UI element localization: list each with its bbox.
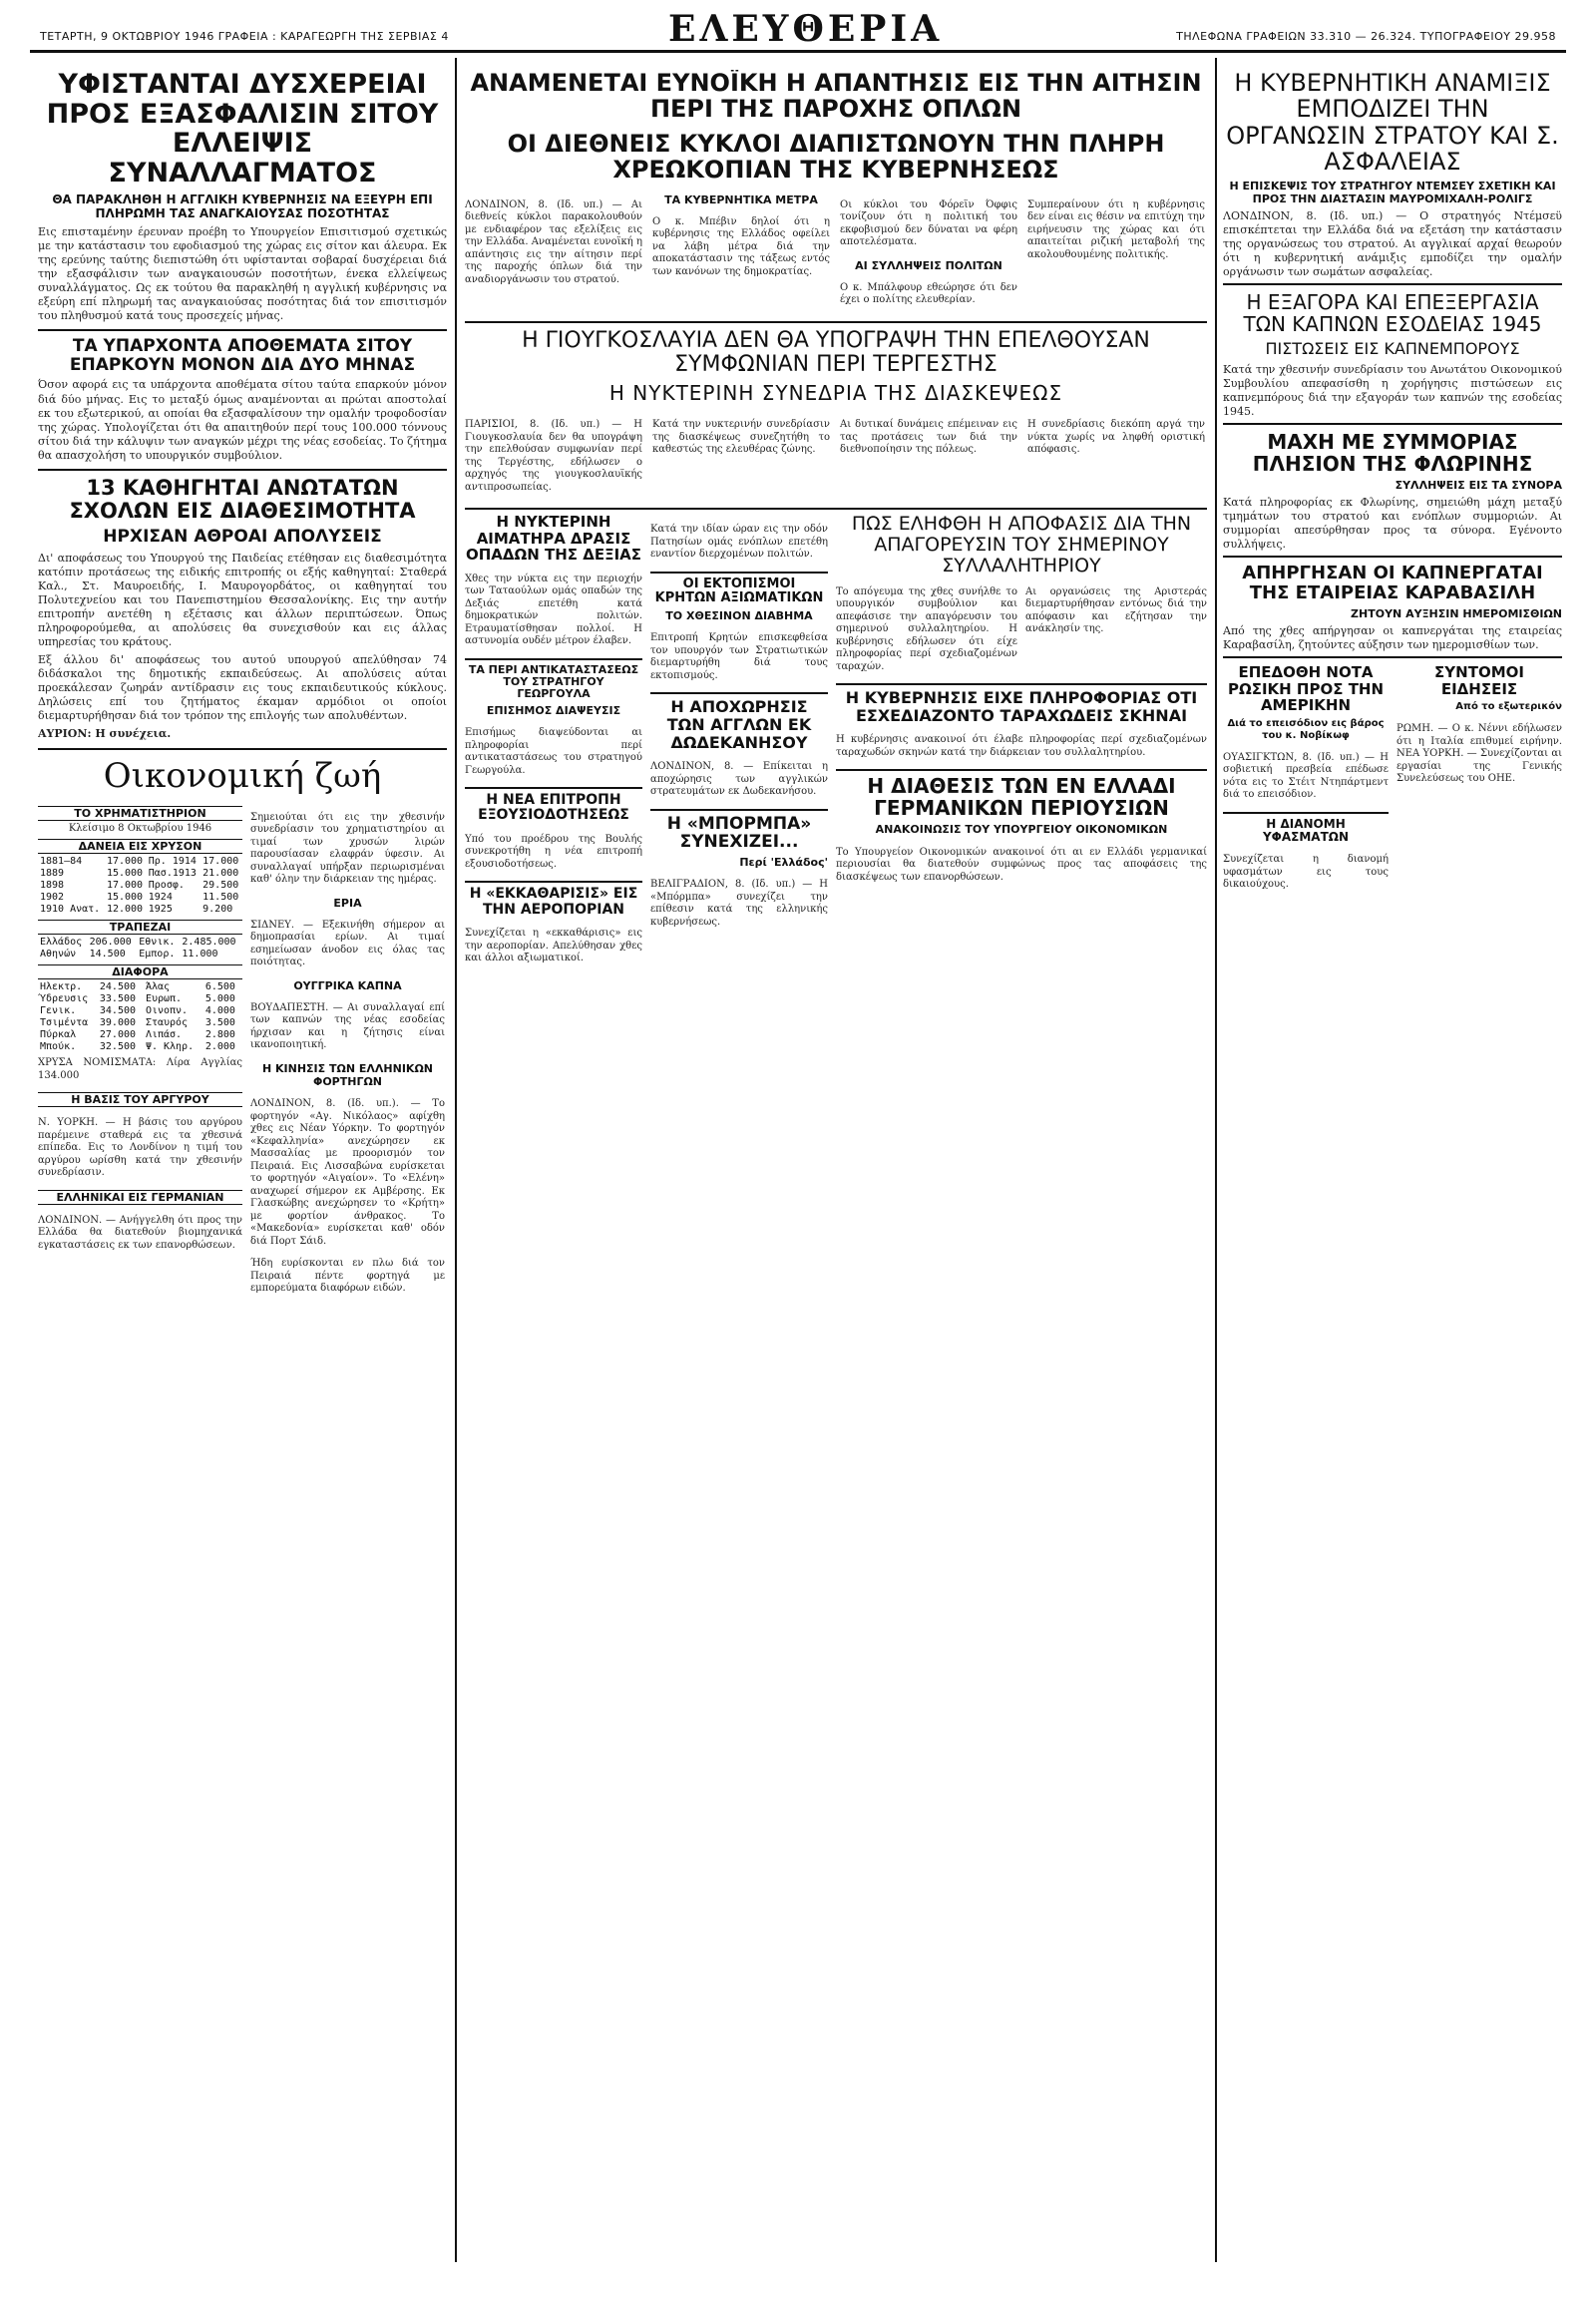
table-row: Ηλεκτρ. 24.500 Άλας 6.500 [40, 981, 235, 993]
article-body: Κατά πληροφορίας εκ Φλωρίνης, σημειώθη μάχη μεταξύ τμημάτων του στρατού και ενόπλων συμμοριών. Αι συμμορίαι απεσύρθησαν προς τα σύνορα. Εγένοντο συλλήψεις. [1223, 496, 1562, 552]
headline-exiles: ΟΙ ΕΚΤΟΠΙΣΜΟΙ ΚΡΗΤΩΝ ΑΞΙΩΜΑΤΙΚΩΝ [654, 576, 824, 605]
table-row: Πύρκαλ 27.000 Λιπάσ. 2.800 [40, 1029, 235, 1041]
headline-arms: ΑΝΑΜΕΝΕΤΑΙ ΕΥΝΟΪΚΗ Η ΑΠΑΝΤΗΣΙΣ ΕΙΣ ΤΗΝ ΑΙΤΗΣΙΝ ΠΕΡΙ ΤΗΣ ΠΑΡΟΧΗΣ ΟΠΛΩΝ [470, 70, 1202, 124]
table-row: 1910 Ανατ. 12.000 1925 9.200 [40, 904, 233, 916]
article-body: Επισήμως διαψεύδονται αι πληροφορίαι περί αντικαταστάσεως του στρατηγού Γεωργούλα. [465, 727, 642, 776]
center-column [465, 70, 1207, 2264]
masthead-date-address: ΤΕΤΑΡΤΗ, 9 ΟΚΤΩΒΡΙΟΥ 1946 ΓΡΑΦΕΙΑ : ΚΑΡΑΓΕΩΡΓΗ ΤΗΣ ΣΕΡΒΙΑΣ 4 [40, 30, 449, 43]
article-body: Επιτροπή Κρητών επισκεφθείσα τον υπουργόν των Στρατιωτικών διεμαρτυρήθη διά τους εκτοπισμούς. [650, 632, 828, 681]
table-row: Τσιμέντα 39.000 Σταυρός 3.500 [40, 1017, 235, 1029]
banks-table [38, 937, 242, 961]
article-body: Αι οργανώσεις της Αριστεράς διεμαρτυρήθησαν εντόνως διά την απόφασιν και εζήτησαν την ανάκλησίν της. [1025, 585, 1207, 635]
headline-wheat-supply: ΥΦΙΣΤΑΝΤΑΙ ΔΥΣΧΕΡΕΙΑΙ ΠΡΟΣ ΕΞΑΣΦΑΛΙΣΙΝ ΣΙΤΟΥ ΕΛΛΕΙΨΙΣ ΣΥΝΑΛΛΑΓΜΑΤΟΣ [46, 70, 439, 190]
subheadline-arrests: ΑΙ ΣΥΛΛΗΨΕΙΣ ΠΟΛΙΤΩΝ [855, 258, 1002, 272]
section-title-economy: Οικονομική ζωή [103, 755, 382, 796]
subheadline-border: ΣΥΛΛΗΨΕΙΣ ΕΙΣ ΤΑ ΣΥΝΟΡΑ [1395, 478, 1562, 492]
german-body: ΛΟΝΔΙΝΟΝ. — Ανήγγελθη ότι προς την Ελλάδα θα διατεθούν βιομηχανικά εγκαταστάσεις εκ των επανορθώσεων. [38, 1214, 242, 1251]
headline-professors: 13 ΚΑΘΗΓΗΤΑΙ ΑΝΩΤΑΤΩΝ ΣΧΟΛΩΝ ΕΙΣ ΔΙΑΘΕΣΙΜΟΤΗΤΑ [69, 475, 416, 524]
article-body: Η κυβέρνησις ανακοινοί ότι έλαβε πληροφορίας περί σχεδιαζομένων ταραχωδών σκηνών κατά την διάρκειαν του συλλαλητηρίου. [836, 734, 1207, 758]
subheadline-denial: ΕΠΙΣΗΜΟΣ ΔΙΑΨΕΥΣΙΣ [486, 703, 621, 717]
article-body: ΡΩΜΗ. — Ο κ. Νέννι εδήλωσεν ότι η Ιταλία επιθυμεί ειρήνην. ΝΕΑ ΥΟΡΚΗ. — Συνεχίζονται αι εργασίαι της Γενικής Συνελεύσεως του ΟΗΕ. [1396, 723, 1562, 785]
subheadline: Η ΚΙΝΗΣΙΣ ΤΩΝ ΕΛΛΗΝΙΚΩΝ ΦΟΡΤΗΓΩΝ [261, 1061, 434, 1089]
column-rule [455, 58, 457, 2262]
article-body: Κατά την χθεσινήν συνεδρίασιν του Ανωτάτου Οικονομικού Συμβουλίου απεφασίσθη η χορήγησις πιστώσεων εις καπνεμπόρους διά την εξαγοράν των καπνών της εσοδείας 1945. [1223, 362, 1562, 418]
newspaper-page [30, 10, 1566, 2274]
article-body: Από της χθες απήργησαν οι καπνεργάται της εταιρείας Καραβασίλη, ζητούντες αύξησιν των ημερομισθίων των. [1223, 624, 1562, 652]
subheadline-govt-measures: ΤΑ ΚΥΒΕΡΝΗΤΙΚΑ ΜΕΤΡΑ [664, 192, 818, 206]
article-body: Οι κύκλοι του Φόρεϊν Όφφις τονίζουν ότι η πολιτική του εκφοβισμού δεν δύναται να φέρη αποτελέσματα. [840, 198, 1017, 248]
headline-fabric: Η ΔΙΑΝΟΜΗ ΥΦΑΣΜΑΤΩΝ [1262, 816, 1350, 844]
table-row: 1902 15.000 1924 11.500 [40, 892, 239, 904]
subheadline-greece: Περί 'Ελλάδος' [739, 856, 828, 870]
headline-strike: ΑΠΗΡΓΗΣΑΝ ΟΙ ΚΑΠΝΕΡΓΑΤΑΙ ΤΗΣ ΕΤΑΙΡΕΙΑΣ ΚΑΡΑΒΑΣΙΛΗ [1242, 563, 1543, 604]
article-body: Η συνεδρίασις διεκόπη αργά την νύκτα χωρίς να ληφθή οριστική απόφασις. [1027, 419, 1205, 456]
subheadline-british-govt: ΘΑ ΠΑΡΑΚΛΗΘΗ Η ΑΓΓΛΙΚΗ ΚΥΒΕΡΝΗΣΙΣ ΝΑ ΕΞΕΥΡΗ ΕΠΙ ΠΛΗΡΩΜΗ ΤΑΣ ΑΝΑΓΚΑΙΟΥΣΑΣ ΠΟΣΟΤΗΤΑΣ [52, 192, 433, 221]
article-body: ΛΟΝΔΙΝΟΝ, 8. (Ιδ. υπ.) — Αι διεθνείς κύκλοι παρακολουθούν με ενδιαφέρον τας εξελίξεις εις την Ελλάδα. Αναμένεται ευνοϊκή η απάντησις εις την αίτησιν περί της παροχής όπλων διά την αναδιοργάνωσιν του στρατού. [465, 198, 643, 285]
article-body: Υπό του προέδρου της Βουλής συνεκροτήθη η νέα επιτροπή εξουσιοδοτήσεως. [465, 833, 642, 870]
continued-notice: ΑΥΡΙΟΝ: Η συνέχεια. [38, 727, 172, 741]
article-body: Συνεχίζεται η διανομή υφασμάτων εις τους δικαιούχους. [1223, 854, 1389, 891]
silver-title: Η ΒΑΣΙΣ ΤΟΥ ΑΡΓΥΡΟΥ [38, 1092, 242, 1107]
article-body: Συνεχίζεται η «εκκαθάρισις» εις την αεροπορίαν. Απελύθησαν χθες και άλλοι αξιωματικοί. [465, 928, 642, 964]
article-body: Δι' αποφάσεως του Υπουργού της Παιδείας ετέθησαν εις διαθεσιμότητα κατόπιν προτάσεως της ειδικής επιτροπής οι εξής καθηγηταί: Σταθερά Καλ., Στ. Μαυροειδής, Ι. Μαυρογορδάτος, οι καθηγηταί του Πολυτεχνείου και του Πανεπιστημίου Θεσσαλονίκης. Εις την αυτήν επιτροπήν ανετέθη η εξέτασις και άλλων περιπτώσεων. Όπως πληροφορούμεθα, αι απολύσεις θα συνεχισθούν και εις άλλας υπηρεσίας του κράτους. [38, 551, 447, 648]
article-body: ΠΑΡΙΣΙΟΙ, 8. (Ιδ. υπ.) — Η Γιουγκοσλαυία δεν θα υπογράψη την επελθούσαν συμφωνίαν περί της Τεργέστης, εδήλωσεν ο αρχηγός της γιουγκοσλαυϊκής αντιπροσωπείας. [465, 419, 643, 493]
subheadline-wages: ΖΗΤΟΥΝ ΑΥΞΗΣΙΝ ΗΜΕΡΟΜΙΣΘΙΩΝ [1351, 606, 1562, 620]
subheadline-demarche: ΤΟ ΧΘΕΣΙΝΟΝ ΔΙΑΒΗΜΑ [665, 609, 813, 623]
subheadline-novikov: Διά το επεισόδιον εις βάρος του κ. Νοβίκωφ [1227, 717, 1385, 741]
headline-yugoslavia: Η ΓΙΟΥΓΚΟΣΛΑΥΙΑ ΔΕΝ ΘΑ ΥΠΟΓΡΑΨΗ ΤΗΝ ΕΠΕΛΘΟΥΣΑΝ ΣΥΜΦΩΝΙΑΝ ΠΕΡΙ ΤΕΡΓΕΣΤΗΣ [522, 327, 1150, 377]
article-body: Εις επισταμένην έρευναν προέβη το Υπουργείον Επισιτισμού σχετικώς με την κατάστασιν του εφοδιασμού της χώρας εις σίτον και άλευρα. Εκ της ερεύνης ταύτης διεπιστώθη ότι υφίστανται σοβαραί δυσχέρειαι διά την εξασφάλισιν των αναγκαιουσών ποσοτήτων, ένεκα ελλείψεως συναλλάγματος. Ως εκ τούτου θα παρακληθή η αγγλική κυβέρνησις να εξεύρη επί πληρωμή τας αναγκαιούσας ποσότητας διά τον επισιτισμόν του πληθυσμού κατά τους προσεχείς μήνας. [38, 224, 447, 322]
masthead-phones: ΤΗΛΕΦΩΝΑ ΓΡΑΦΕΙΩΝ 33.310 — 26.324. ΤΥΠΟΓΡΑΦΕΙΟΥ 29.958 [1176, 30, 1556, 43]
article-body: ΛΟΝΔΙΝΟΝ, 8. (Ιδ. υπ.) — Ο στρατηγός Ντέμσεϋ επισκέπτεται την Ελλάδα διά να εξετάση την κατάστασιν της οργανώσεως του στρατού. Αι αγγλικαί αρχαί θεωρούν ότι η κυβερνητική ανάμιξις εμποδίζει την ομαλήν οργάνωσιν των σωμάτων ασφαλείας. [1223, 208, 1562, 279]
subheadline: ΕΡΙΑ [333, 896, 362, 910]
subheadline-dismissals: ΗΡΧΙΣΑΝ ΑΘΡΟΑΙ ΑΠΟΛΥΣΕΙΣ [103, 527, 382, 548]
headline-tobacco: Η ΕΞΑΓΟΡΑ ΚΑΙ ΕΠΕΞΕΡΓΑΣΙΑ ΤΩΝ ΚΑΠΝΩΝ ΕΣΟΔΕΙΑΣ 1945 [1243, 290, 1542, 337]
masthead-title: ΕΛΕΥΘΕΡΙΑ [668, 8, 944, 50]
headline-georgoulas: ΤΑ ΠΕΡΙ ΑΝΤΙΚΑΤΑΣΤΑΣΕΩΣ ΤΟΥ ΣΤΡΑΤΗΓΟΥ ΓΕΩΡΓΟΥΛΑ [468, 662, 639, 700]
gold-coins: ΧΡΥΣΑ ΝΟΜΙΣΜΑΤΑ: Λίρα Αγγλίας 134.000 [38, 1057, 242, 1081]
subheadline-finance-ministry: ΑΝΑΚΟΙΝΩΣΙΣ ΤΟΥ ΥΠΟΥΡΓΕΙΟΥ ΟΙΚΟΝΟΜΙΚΩΝ [875, 823, 1168, 837]
headline-dodecanese: Η ΑΠΟΧΩΡΗΣΙΣ ΤΩΝ ΑΓΓΛΩΝ ΕΚ ΔΩΔΕΚΑΝΗΣΟΥ [666, 697, 812, 752]
table-row: Μπούκ. 32.500 Ψ. Κληρ. 2.000 [40, 1041, 235, 1053]
table-row: 1889 15.000 Πασ.1913 21.000 [40, 868, 239, 880]
german-title: ΕΛΛΗΝΙΚΑΙ ΕΙΣ ΓΕΡΜΑΝΙΑΝ [38, 1190, 242, 1205]
masthead [30, 10, 1566, 53]
headline-borba: Η «ΜΠΟΡΜΠΑ» ΣΥΝΕΧΙΖΕΙ... [666, 813, 812, 853]
loans-table [38, 856, 242, 916]
article-body: Συμπεραίνουν ότι η κυβέρνησις δεν είναι εις θέσιν να επιτύχη την ειρήνευσιν της χώρας και ότι απαιτείται ριζική μεταβολή της ακολουθουμένης πολιτικής. [1027, 198, 1205, 260]
article-body: Σημειούται ότι εις την χθεσινήν συνεδρίασιν του χρηματιστηρίου αι τιμαί των χρυσών λιρών παρουσίασαν ελαφράν ύφεσιν. Αι συναλλαγαί υπήρξαν περιωρισμέναι καθ' όλην την διάρκειαν της ημέρας. [250, 811, 445, 886]
table-row: Αθηνών 14.500 Εμπορ. 11.000 [40, 949, 218, 961]
table-row: 1898 17.000 Προσφ. 29.500 [40, 880, 239, 892]
article-body: Ο κ. Μπέβιν δηλοί ότι η κυβέρνησις της Ελλάδος οφείλει να λάβη μέτρα διά την αποκατάστασιν της τάξεως εντός των κανόνων της δημοκρατίας. [652, 215, 830, 277]
exchange-date: Κλείσιμο 8 Οκτωβρίου 1946 [68, 822, 212, 834]
article-body: ΒΟΥΔΑΠΕΣΤΗ. — Αι συναλλαγαί επί των καπνών της νέας εσοδείας ήρχισαν και η ζήτησις είναι ικανοποιητική. [250, 1001, 445, 1051]
banks-title: ΤΡΑΠΕΖΑΙ [38, 920, 242, 935]
headline-brief-news: ΣΥΝΤΟΜΟΙ ΕΙΔΗΣΕΙΣ [1434, 663, 1524, 698]
table-row: Ελλάδος 206.000 Εθνικ. 2.485.000 [40, 937, 236, 949]
article-body: Ήδη ευρίσκονται εν πλω διά τον Πειραιά πέντε φορτηγά με εμπορεύματα διαφόρων ειδών. [250, 1258, 445, 1295]
misc-title: ΔΙΑΦΟΡΑ [38, 964, 242, 979]
headline-govt-info: Η ΚΥΒΕΡΝΗΣΙΣ ΕΙΧΕ ΠΛΗΡΟΦΟΡΙΑΣ ΟΤΙ ΕΣΧΕΔΙΑΖΟΝΤΟ ΤΑΡΑΧΩΔΕΙΣ ΣΚΗΝΑΙ [845, 688, 1198, 725]
headline-german-assets: Η ΔΙΑΘΕΣΙΣ ΤΩΝ ΕΝ ΕΛΛΑΔΙ ΓΕΡΜΑΝΙΚΩΝ ΠΕΡΙΟΥΣΙΩΝ [867, 774, 1176, 821]
table-row: Γενικ. 34.500 Οινοπν. 4.000 [40, 1005, 235, 1017]
subheadline-foreign: Από το εξωτερικόν [1455, 701, 1562, 713]
article-body: Εξ άλλου δι' αποφάσεως του αυτού υπουργού απελύθησαν 74 διδάσκαλοι της δημοτικής εκπαιδεύσεως. Αι απολύσεις αύται προεκάλεσαν ζωηράν αντίδρασιν εις τους εκπαιδευτικούς κύκλους. Δηλώσεις επί του ζητήματος έκαμαν αρμόδιοι οι οποίοι διεμαρτυρήθησαν διά τον τρόπον της επιλογής των απολυθέντων. [38, 653, 447, 723]
article-body: ΣΙΔΝΕΥ. — Εξεκινήθη σήμερον αι δημοπρασίαι ερίων. Αι τιμαί εσημείωσαν άνοδον εις όλας τας ποιότητας. [250, 919, 445, 968]
article-body: ΟΥΑΣΙΓΚΤΩΝ, 8. (Ιδ. υπ.) — Η σοβιετική πρεσβεία επέδωσε νότα εις το Στέιτ Ντηπάρτμεντ διά το επεισόδιον. [1223, 751, 1390, 801]
article-body: ΛΟΝΔΙΝΟΝ, 8. — Επίκειται η αποχώρησις των αγγλικών στρατευμάτων εκ Δωδεκανήσου. [650, 761, 828, 798]
article-body: Το Υπουργείον Οικονομικών ανακοινοί ότι αι εν Ελλάδι γερμανικαί περιουσίαι θα διατεθούν συμφώνως προς τας αποφάσεις της διασκέψεως των επανορθώσεων. [836, 846, 1207, 883]
article-body: ΛΟΝΔΙΝΟΝ, 8. (Ιδ. υπ.). — Το φορτηγόν «Αγ. Νικόλαος» αφίχθη χθες εις Νέαν Υόρκην. Το φορτηγόν «Κεφαλληνία» ανεχώρησεν εκ Μασσαλίας με προορισμόν τον Πειραιά. Εις Λισσαβώνα ευρίσκεται το φορτηγόν «Αιγαίον». Το «Ελένη» αναχωρεί σήμερον εκ Αμβέρσης. Εκ Γλασκώβης ανεχώρησεν το «Κρήτη» με φορτίον άνθρακος. Το «Μακεδονία» ευρίσκεται καθ' οδόν διά Πορτ Σάιδ. [250, 1098, 445, 1247]
headline-wheat-stocks: ΤΑ ΥΠΑΡΧΟΝΤΑ ΑΠΟΘΕΜΑΤΑ ΣΙΤΟΥ ΕΠΑΡΚΟΥΝ ΜΟΝΟΝ ΔΙΑ ΔΥΟ ΜΗΝΑΣ [69, 336, 416, 375]
silver-body: Ν. ΥΟΡΚΗ. — Η βάσις του αργύρου παρέμεινε σταθερά εις τα χθεσινά επίπεδα. Εις το Λονδίνον η τιμή του αργύρου ωρίσθη κατά την χθεσινήν συνεδρίασιν. [38, 1117, 242, 1179]
headline-rally-ban: ΠΩΣ ΕΛΗΦΘΗ Η ΑΠΟΦΑΣΙΣ ΔΙΑ ΤΗΝ ΑΠΑΓΟΡΕΥΣΙΝ ΤΟΥ ΣΗΜΕΡΙΝΟΥ ΣΥΛΛΑΛΗΤΗΡΙΟΥ [851, 513, 1192, 576]
article-body: Το απόγευμα της χθες συνήλθε το υπουργικόν συμβούλιον και απεφάσισε την απαγόρευσιν του σημερινού συλλαλητηρίου. Η κυβέρνησις εδήλωσεν ότι είχε πληροφορίας περί σχεδιαζομένων ταραχών. [836, 585, 1017, 672]
article-body: Ο κ. Μπάλφουρ εθεώρησε ότι δεν έχει ο πολίτης ελευθερίαν. [840, 281, 1017, 306]
subheadline-night-session: Η ΝΥΚΤΕΡΙΝΗ ΣΥΝΕΔΡΙΑ ΤΗΣ ΔΙΑΣΚΕΨΕΩΣ [608, 381, 1063, 406]
headline-army-organization: Η ΚΥΒΕΡΝΗΤΙΚΗ ΑΝΑΜΙΞΙΣ ΕΜΠΟΔΙΖΕΙ ΤΗΝ ΟΡΓΑΝΩΣΙΝ ΣΤΡΑΤΟΥ ΚΑΙ Σ. ΑΣΦΑΛΕΙΑΣ [1226, 70, 1559, 177]
headline-florina: ΜΑΧΗ ΜΕ ΣΥΜΜΟΡΙΑΣ ΠΛΗΣΙΟΝ ΤΗΣ ΦΛΩΡΙΝΗΣ [1252, 429, 1533, 476]
subheadline-credits: ΠΙΣΤΩΣΕΙΣ ΕΙΣ ΚΑΠΝΕΜΠΟΡΟΥΣ [1265, 339, 1520, 359]
article-body: Κατά την ιδίαν ώραν εις την οδόν Πατησίων ομάς ενόπλων επετέθη εναντίον διερχομένων πολιτών. [650, 524, 828, 561]
article-body: Αι δυτικαί δυνάμεις επέμειναν εις τας προτάσεις των διά την διεθνοποίησιν της πόλεως. [840, 419, 1017, 456]
left-column [38, 70, 447, 2264]
table-row: Ύδρευσις 33.500 Ευρωπ. 5.000 [40, 993, 235, 1005]
table-row: 1881—84 17.000 Πρ. 1914 17.000 [40, 856, 239, 868]
headline-russian-note: ΕΠΕΔΟΘΗ ΝΟΤΑ ΡΩΣΙΚΗ ΠΡΟΣ ΤΗΝ ΑΜΕΡΙΚΗΝ [1227, 663, 1385, 715]
article-body: Χθες την νύκτα εις την περιοχήν των Ταταούλων ομάς οπαδών της Δεξιάς επετέθη κατά δημοκρατικών πολιτών. Ετραυματίσθησαν πολλοί. Η αστυνομία ουδέν μέτρον έλαβεν. [465, 573, 642, 647]
loans-title: ΔΑΝΕΙΑ ΕΙΣ ΧΡΥΣΟΝ [38, 839, 242, 854]
headline-committee: Η ΝΕΑ ΕΠΙΤΡΟΠΗ ΕΞΟΥΣΙΟΔΟΤΗΣΕΩΣ [478, 792, 629, 824]
exchange-title: ΤΟ ΧΡΗΜΑΤΙΣΤΗΡΙΟΝ [38, 806, 242, 821]
article-body: Όσον αφορά εις τα υπάρχοντα αποθέματα σίτου ταύτα επαρκούν μόνον διά δύο μήνας. Εις το μεταξύ όμως αναμένονται αι πρώται αποστολαί εκ του εξωτερικού, αι οποίαι θα εξασφαλίσουν την ομαλήν τροφοδοσίαν της χώρας. Υπολογίζεται ότι θα απαιτηθούν περί τους 100.000 τόννους σίτου διά την κάλυψιν των αναγκών μέχρι της νέας εσοδείας. Το ζήτημα θα απασχολήση το υπουργικόν συμβούλιον. [38, 378, 447, 462]
misc-table [38, 981, 242, 1053]
headline-night-violence: Η ΝΥΚΤΕΡΙΝΗ ΑΙΜΑΤΗΡΑ ΔΡΑΣΙΣ ΟΠΑΔΩΝ ΤΗΣ ΔΕΞΙΑΣ [465, 513, 642, 565]
subheadline: ΟΥΓΓΡΙΚΑ ΚΑΠΝΑ [293, 978, 402, 992]
column-rule [1215, 58, 1217, 2262]
headline-bankruptcy: ΟΙ ΔΙΕΘΝΕΙΣ ΚΥΚΛΟΙ ΔΙΑΠΙΣΤΩΝΟΥΝ ΤΗΝ ΠΛΗΡΗ ΧΡΕΩΚΟΠΙΑΝ ΤΗΣ ΚΥΒΕΡΝΗΣΕΩΣ [507, 129, 1165, 185]
article-body: Κατά την νυκτερινήν συνεδρίασιν της διασκέψεως συνεζητήθη το καθεστώς της ελευθέρας ζώνης. [652, 419, 830, 456]
article-body: ΒΕΛΙΓΡΑΔΙΟΝ, 8. (Ιδ. υπ.) — Η «Μπόρμπα» συνεχίζει την επίθεσιν κατά της ελληνικής κυβερνήσεως. [650, 879, 828, 928]
subheadline-dempsey: Η ΕΠΙΣΚΕΨΙΣ ΤΟΥ ΣΤΡΑΤΗΓΟΥ ΝΤΕΜΣΕΥ ΣΧΕΤΙΚΗ ΚΑΙ ΠΡΟΣ ΤΗΝ ΔΙΑΣΤΑΣΙΝ ΜΑΥΡΟΜΙΧΑΛΗ-ΡΟΛΙΓΣ [1229, 179, 1556, 205]
right-column [1223, 70, 1562, 2264]
headline-airforce: Η «ΕΚΚΑΘΑΡΙΣΙΣ» ΕΙΣ ΤΗΝ ΑΕΡΟΠΟΡΙΑΝ [469, 886, 638, 918]
